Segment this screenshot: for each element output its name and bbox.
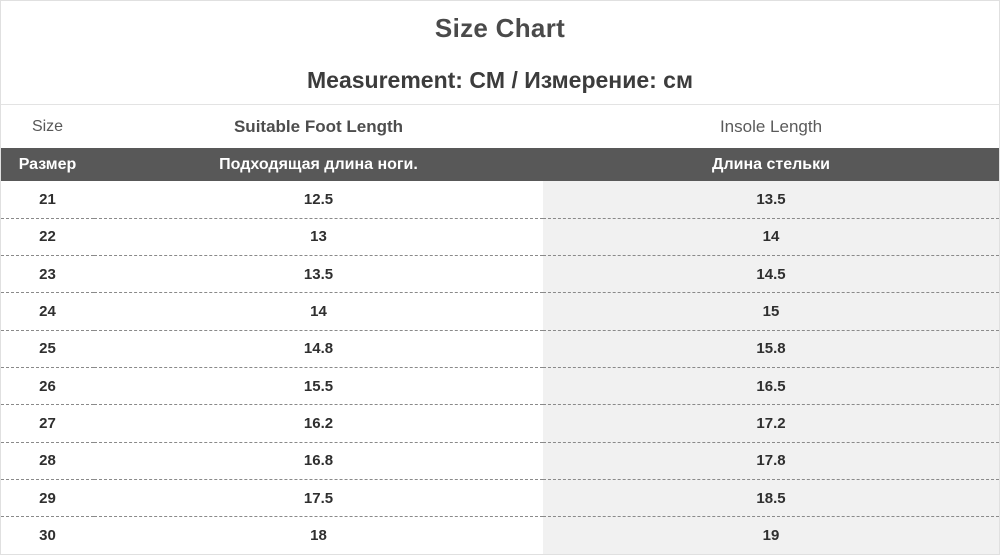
cell-size: 21 — [1, 181, 94, 218]
cell-foot-length: 16.2 — [94, 405, 543, 442]
cell-insole-length: 19 — [543, 517, 999, 554]
cell-size: 23 — [1, 256, 94, 293]
cell-insole-length: 17.8 — [543, 442, 999, 479]
page-title: Size Chart — [434, 13, 566, 44]
cell-foot-length: 13 — [94, 218, 543, 255]
table-row — [1, 442, 999, 479]
header-foot-length-en: Suitable Foot Length — [94, 105, 543, 148]
cell-size: 30 — [1, 517, 94, 554]
cell-foot-length: 13.5 — [94, 256, 543, 293]
cell-foot-length: 18 — [94, 517, 543, 554]
table-row — [1, 479, 999, 516]
table-row — [1, 256, 999, 293]
cell-insole-length: 15.8 — [543, 330, 999, 367]
cell-size: 25 — [1, 330, 94, 367]
cell-foot-length: 16.8 — [94, 442, 543, 479]
table-row — [1, 181, 999, 218]
header-insole-length-en: Insole Length — [543, 105, 999, 148]
header-size-en: Size — [1, 105, 94, 148]
table-row — [1, 293, 999, 330]
cell-size: 28 — [1, 442, 94, 479]
table-row — [1, 330, 999, 367]
table-header-row-en — [1, 105, 999, 148]
measurement-subtitle: Measurement: CM / Измерение: см — [1, 57, 999, 105]
size-table-body — [1, 105, 999, 554]
cell-insole-length: 16.5 — [543, 368, 999, 405]
cell-size: 24 — [1, 293, 94, 330]
cell-insole-length: 14 — [543, 218, 999, 255]
cell-size: 29 — [1, 479, 94, 516]
cell-insole-length: 15 — [543, 293, 999, 330]
table-row — [1, 368, 999, 405]
cell-foot-length: 17.5 — [94, 479, 543, 516]
cell-foot-length: 14.8 — [94, 330, 543, 367]
table-row — [1, 405, 999, 442]
cell-insole-length: 13.5 — [543, 181, 999, 218]
table-header-row-ru — [1, 148, 999, 181]
header-insole-length-ru: Длина стельки — [712, 155, 830, 173]
cell-insole-length: 18.5 — [543, 479, 999, 516]
header-size-ru: Размер — [18, 155, 77, 173]
cell-size: 26 — [1, 368, 94, 405]
cell-foot-length: 12.5 — [94, 181, 543, 218]
cell-foot-length: 14 — [94, 293, 543, 330]
cell-insole-length: 17.2 — [543, 405, 999, 442]
table-row — [1, 218, 999, 255]
cell-insole-length: 14.5 — [543, 256, 999, 293]
cell-size: 22 — [1, 218, 94, 255]
cell-foot-length: 15.5 — [94, 368, 543, 405]
size-table — [1, 105, 999, 554]
header-foot-length-ru: Подходящая длина ноги. — [219, 155, 418, 173]
cell-size: 27 — [1, 405, 94, 442]
table-row — [1, 517, 999, 554]
